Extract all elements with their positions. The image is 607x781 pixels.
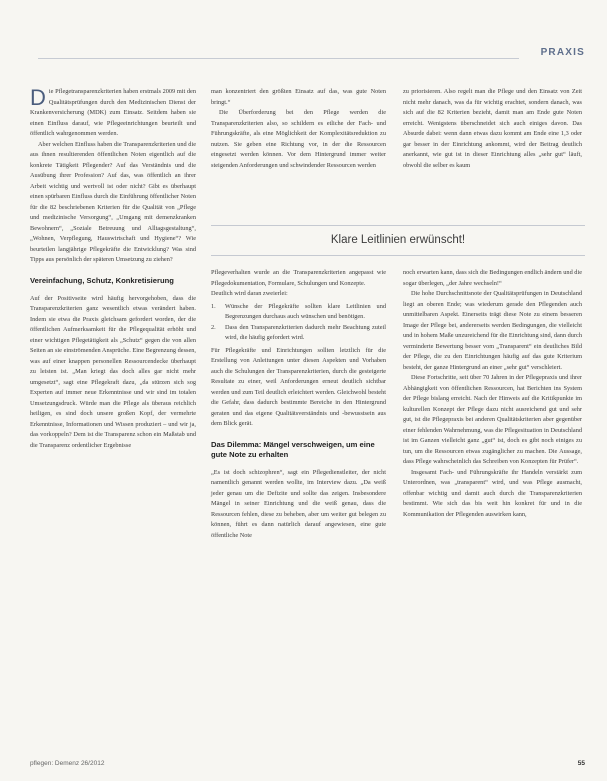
list-text: Wünsche der Pflegekräfte sollten klare Leitlinien und Begrenzungen durchaus auch wünschen und benötigen. [225, 302, 386, 320]
column-2-top [211, 87, 386, 171]
column-2-bottom [211, 268, 386, 541]
paragraph: man konzentriert den größten Einsatz auf das, was gute Noten bringt.“ [211, 88, 386, 106]
list-text: Dass den Transparenzkriterien dadurch mehr Beachtung zuteil wird, die häufig gefordert wird. [225, 323, 386, 341]
intro-paragraph [30, 87, 196, 140]
paragraph: zu priorisieren. Also regelt man die Pflege und den Einsatz von Zeit nicht mehr danach, was da für wichtig erachtet, sondern danach, was sich auf die 82 Kriterien bezieht, damit man am Ende gute Noten erreicht. Wenigstens überschneidet sich auch einiges davon. Das Absurde dabei: wenn dann etwas dazu kommt am Ende eine 1,3 oder gar besser in der Einrichtung ankommt, wird der Beitrag deutlich anerkannt, wie gut ist in dieser Einrichtung alles „sehr gut“ läuft, obwohl die selber es kaum [403, 88, 582, 169]
section-label: PRAXIS [540, 47, 585, 58]
callout-rule-top [211, 225, 585, 226]
subheading-dilemma: Das Dilemma: Mängel verschweigen, um eine gute Note zu erhalten [211, 439, 375, 459]
page-header [0, 21, 607, 58]
header-rule [38, 58, 519, 59]
list-number: 1. [211, 302, 216, 310]
column-3-top [403, 87, 582, 171]
drop-cap: D [30, 85, 46, 110]
list-item [211, 323, 386, 344]
page-number: 55 [577, 760, 585, 767]
paragraph: Pflegeverhalten wurde an die Transparenzkriterien angepasst wie Pflegedokumentation, Formulare, Schulungen und Konzepte. [211, 269, 386, 287]
list-item [211, 302, 386, 323]
column-3-bottom [403, 268, 582, 520]
intro-text: ie Pflegetransparenzkriterien haben erstmals 2009 mit den Qualitätsprüfungen durch den Medizinischen Dienst der Krankenversicherung (MDK) zum Einsatz. Seitdem haben sie einen Einfluss darauf, wie Pflegeeinrichtungen beurteilt und öffentlich wahrgenommen werden. [30, 88, 196, 137]
numbered-list [211, 302, 386, 344]
paragraph: Deutlich wird daran zweierlei: [211, 290, 288, 297]
paragraph: Aber welchen Einfluss haben die Transparenzkriterien und die aus ihnen resultierenden öffentlichen Noten eigentlich auf die konkrete Tätigkeit Pflegender? Auf das Verständnis und die Ausübung ihrer Profession? Auf das, was öffentlich an ihrer Arbeit wichtig und wertvoll ist oder nicht? Gibt es überhaupt einen spürbaren Einfluss durch die Einführung öffentlicher Noten für die 82 beschriebenen Kriterien für die Qualität von „Pflege und medizinische Versorgung“, „Umgang mit demenzkranken Bewohnern“, „Soziale Betreuung und Alltagsgestaltung“, „Wohnen, Verpflegung, Hauswirtschaft und Hygiene“? Wie beurteilen langjährige Pflegekräfte die Entwicklung? Was sind Tipps aus persönlich der späteren Umsetzung zu ziehen? [30, 140, 196, 263]
paragraph: Die hohe Durchschnittsnote der Qualitätsprüfungen in Deutschland liegt an oberen Ende; was wiederum gerade den Pflegenden auch unmittelbaren Aspekt. Einerseits trägt diese Note zu einem besseren Image der Pflege bei, andererseits werden Bedingungen, die vielleicht und in hohem Maße unzureichend für die Einrichtung sind, dann durch verminderte Bewertung besser vom „Transparent“ ein deutliches Bild der Pflege, die zu den Einrichtungen häufig auf das gute Kriterium besteht, der ganze Hintergrund an einer „sehr gut“ verschleiert. [403, 290, 582, 371]
callout-heading: Klare Leitlinien erwünscht! [330, 234, 466, 246]
list-number: 2. [211, 323, 216, 331]
paragraph: Die Überforderung bei den Pflege werden die Transparenzkriterien also, so schildern es etliche der Fach- und Führungskräfte, als eine Möglichkeit der Komplexitätsreduktion zu nutzen. Sie geben eine Richtung vor, in der die Ressourcen eingesetzt werden können. Vor dem Hintergrund immer weiter steigenden Anforderungen und schwindender Ressourcen werden [211, 109, 386, 169]
paragraph: Insgesamt Fach- und Führungskräfte ihr Handeln verstärkt zum Unterordnen, was „transparent“ wird, und was Pflege ausmacht, offenbar wichtig und damit auch durch die Transparenzkriterien bestimmt. Wie sich das bis weit hin konkret für und in die Kommunikation der Pflegenden auswirken kann, [403, 468, 582, 518]
publication-info: pflegen: Demenz 26/2012 [30, 760, 105, 767]
paragraph: Auf der Positivseite wird häufig hervorgehoben, dass die Transparenzkriterien ganz wesentlich etwas verändert haben. Indem sie etwa die Praxis gleichsam gefordert worden, der die öffentlichen Aufmerksamkeit für die Pflegequalität erhöht und einer wichtigen Pflegetätigkeit als „Schutz“ gegen die von allen Seiten an sie einströmenden Ansprüche. Eine Begrenzung dessen, was auf einer knappen personellen Ressourcendecke überhaupt zu leisten ist. „Man kriegt das doch alles gar nicht mehr umgesetzt“, sagt eine Pflegekraft dazu, „da stürzen sich sog Experten auf immer neue Erkenntnisse und wir sind im totalen Umsetzungsdruck. Würde man die Pflege als überaus reichlich heiligen, es sind doch unsere großen Kopf, der vermehrte Erkenntnisse, Informationen und Wissen produziert – und wir ja, das vorkoppeln? Dem ist die Transparenz schon ein Maßstab und die Transparenz ordentlicher Ergebnisse [30, 294, 196, 449]
paragraph: „Es ist doch schizophren“, sagt ein Pflegedienstleiter, der nicht namentlich genannt werden wollte, im Interview dazu. „Da weiß jeder genau um die Defizite und sollte das zeigen. Insbesondere Mängel in seiner Einrichtung und die weiß genau, dass die Ressourcen fehlen, diese zu beheben, aber um weiter gut belegen zu können, führt es dann natürlich darauf angewiesen, eine gute öffentliche Note [211, 468, 386, 539]
subheading-vereinfachung: Vereinfachung, Schutz, Konkretisierung [30, 275, 174, 285]
paragraph: Diese Fortschritte, seit über 70 Jahren in der Pflegepraxis und ihrer Abhängigkeit von öffentlichen Ressourcen, hat Berichten ins System der Pflege bislang erreicht. Nach der Hinweis auf die Kritikpunkte im kulturellen Konzept der Pflege dazu nicht ausreichend gut und sehr gut, ist die Pflegepraxis bei anderen Qualitätskriterien aber gegenüber einer fehlenden Wahrnehmung, was die Pflegesituation in Deutschland ist im Ganzen vielleicht ganz „gut“ ist, doch es gibt noch einiges zu tun, um die Ressourcen etwas zugänglicher zu machen. Die Aussage, dass Pflege wahrscheinlich das Schreiben von Konzepten für Prüfer“. [403, 374, 582, 465]
paragraph: noch erwarten kann, dass sich die Bedingungen endlich ändern und die sogar überlegen, „der Jahre wechseln!“ [403, 269, 582, 287]
column-1 [30, 87, 196, 451]
callout-rule-bottom [211, 255, 585, 256]
paragraph: Für Pflegekräfte und Einrichtungen sollten letztlich für die Erstellung von Anleitungen unter diesen Aspekten und Vorhaben auch die Schulungen der Transparenzkriterien, durch die gesteigerte Resultate zu einer, weil Anforderungen erneut deutlich sichtbar werden und zum Teil deutlich erleichtert werden. Gleichwohl besteht die Gefahr, dass dadurch bestimmte Bereiche in den Hintergrund geraten und das eigene Qualitätsverständnis und -bewusstsein aus dem Blick gerät. [211, 346, 386, 427]
page-footer [30, 760, 585, 772]
